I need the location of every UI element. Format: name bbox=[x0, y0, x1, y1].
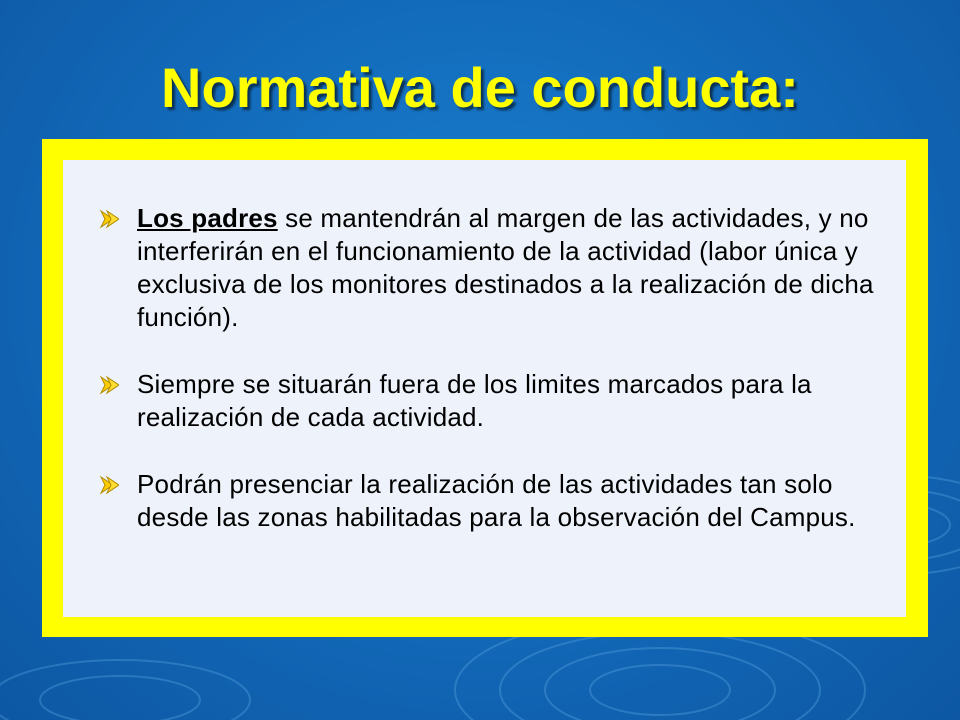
bullet-text: Podrán presenciar la realización de las actividades tan solo desde las zonas habilitadas para la observación del Campus. bbox=[137, 469, 856, 532]
bullet-list bbox=[99, 202, 899, 534]
bullet-item-limites bbox=[99, 368, 899, 434]
bullet-text: se mantendrán al margen de las actividades, y no interferirán en el funcionamiento de la actividad (labor única y exclusiva de los monitores destinados a la realización de dicha función). bbox=[137, 203, 874, 332]
bullet-item-zonas bbox=[99, 468, 899, 534]
bullet-item-padres bbox=[99, 202, 899, 334]
slide-title: Normativa de conducta: bbox=[161, 56, 799, 119]
bullet-text: Siempre se situarán fuera de los limites marcados para la realización de cada actividad. bbox=[137, 369, 812, 432]
content-frame bbox=[42, 139, 928, 637]
content-panel bbox=[63, 160, 906, 617]
arrow-bullet-icon bbox=[99, 475, 119, 495]
bullet-lead-text: Los padres bbox=[137, 203, 278, 233]
arrow-bullet-icon bbox=[99, 375, 119, 395]
arrow-bullet-icon bbox=[99, 209, 119, 229]
